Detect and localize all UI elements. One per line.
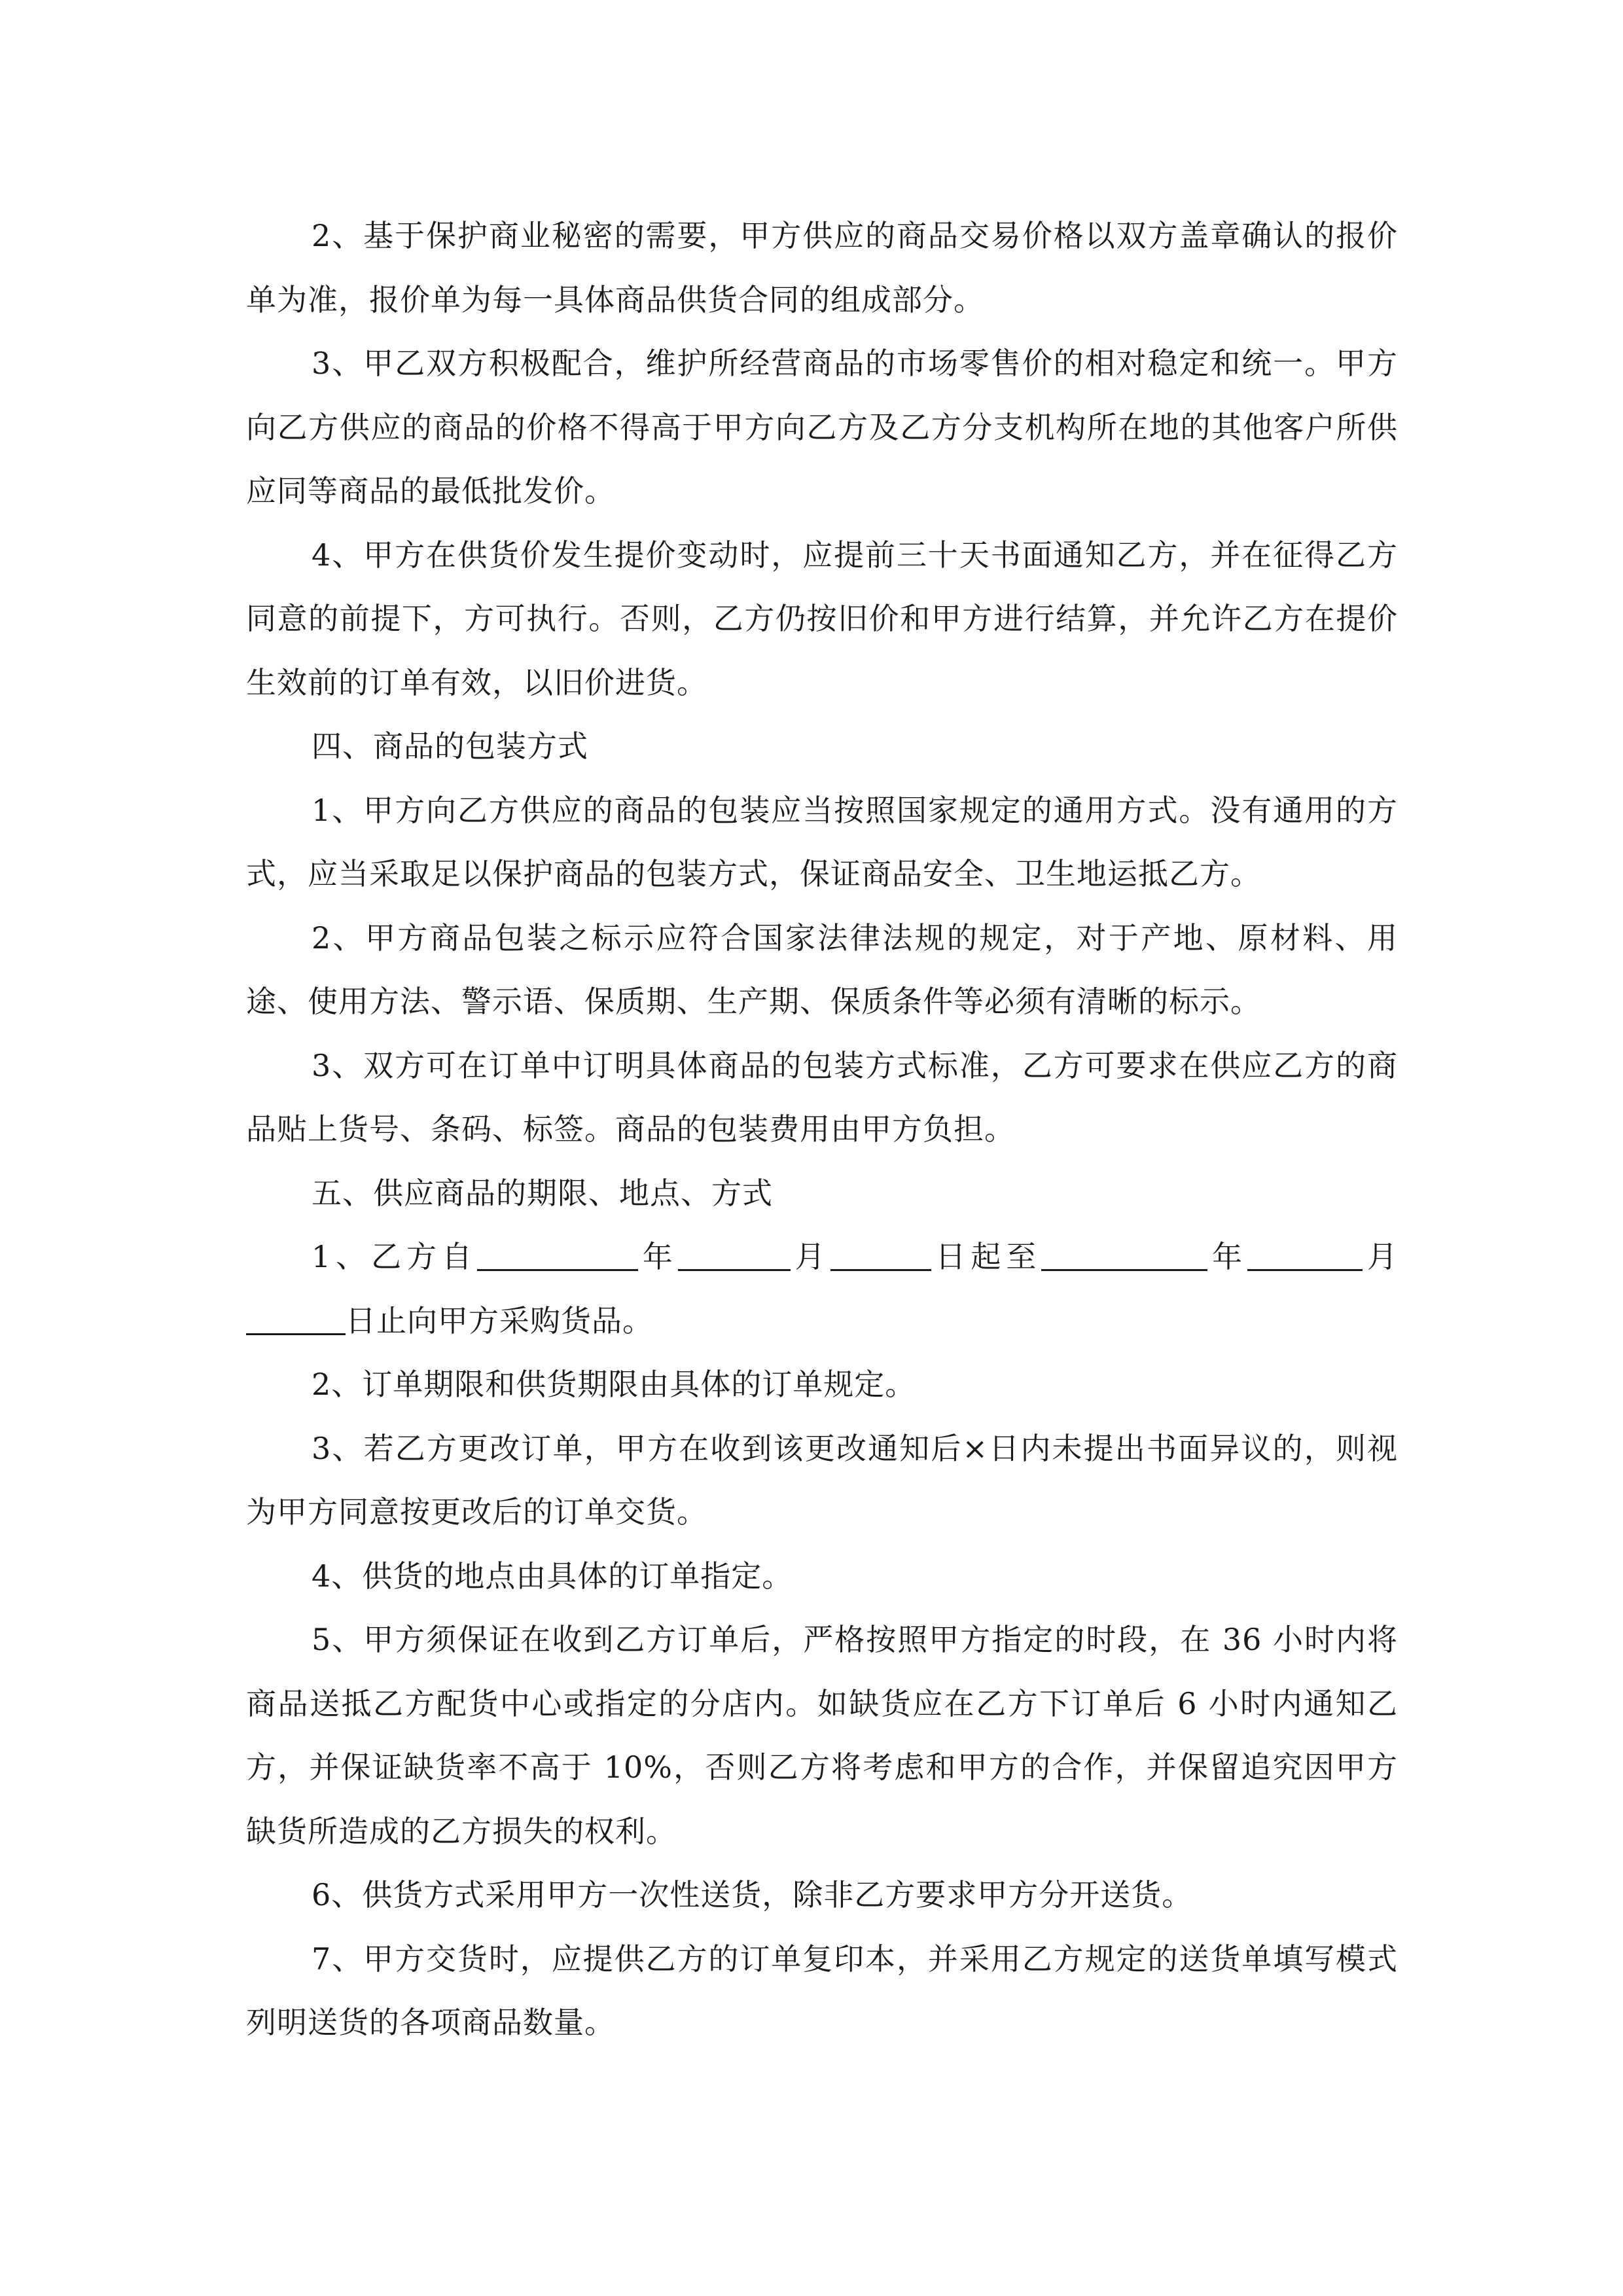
clause-order-change: 3、若乙方更改订单，甲方在收到该更改通知后×日内未提出书面异议的，则视为甲方同意按更改后的订单交货。 <box>246 1430 1398 1530</box>
blank-start-year[interactable] <box>477 1240 638 1271</box>
clause-packaging-cost: 3、双方可在订单中订明具体商品的包装方式标准，乙方可要求在供应乙方的商品贴上货号、条码、标签。商品的包装费用由甲方负担。 <box>246 1047 1398 1147</box>
blank-start-month[interactable] <box>678 1240 791 1271</box>
clause-packaging-labels: 2、甲方商品包装之标示应符合国家法律法规的规定，对于产地、原材料、用途、使用方法、警示语、保质期、生产期、保质条件等必须有清晰的标示。 <box>246 920 1398 1019</box>
clause-packaging-standard: 1、甲方向乙方供应的商品的包装应当按照国家规定的通用方式。没有通用的方式，应当采取足以保护商品的包装方式，保证商品安全、卫生地运抵乙方。 <box>246 792 1398 891</box>
blank-end-month[interactable] <box>1247 1240 1363 1271</box>
clause-price-increase: 4、甲方在供货价发生提价变动时，应提前三十天书面通知乙方，并在征得乙方同意的前提下，方可执行。否则，乙方仍按旧价和甲方进行结算，并允许乙方在提价生效前的订单有效，以旧价进货。 <box>246 537 1398 700</box>
period-month-1: 月 <box>790 1239 830 1274</box>
clause-delivery-documents: 7、甲方交货时，应提供乙方的订单复印本，并采用乙方规定的送货单填写模式列明送货的各项商品数量。 <box>246 1941 1398 2040</box>
blank-end-day[interactable] <box>246 1304 346 1335</box>
blank-end-year[interactable] <box>1041 1240 1207 1271</box>
clause-order-period: 2、订单期限和供货期限由具体的订单规定。 <box>312 1367 916 1402</box>
clause-purchase-period <box>246 1225 1398 1353</box>
clause-price-confidentiality: 2、基于保护商业秘密的需要，甲方供应的商品交易价格以双方盖章确认的报价单为准，报价单为每一具体商品供货合同的组成部分。 <box>246 218 1398 317</box>
period-prefix: 1、乙方自 <box>312 1239 477 1274</box>
clause-retail-price: 3、甲乙双方积极配合，维护所经营商品的市场零售价的相对稳定和统一。甲方向乙方供应的商品的价格不得高于甲方向乙方及乙方分支机构所在地的其他客户所供应同等商品的最低批发价。 <box>246 346 1398 509</box>
section-heading-packaging: 四、商品的包装方式 <box>312 728 588 764</box>
blank-start-day[interactable] <box>830 1240 931 1271</box>
clause-delivery-time: 5、甲方须保证在收到乙方订单后，严格按照甲方指定的时段，在 36 小时内将商品送抵乙方配货中心或指定的分店内。如缺货应在乙方下订单后 6 小时内通知乙方，并保证缺货率不高于 10%，否则乙方将考虑和甲方的合作，并保留追究因甲方缺货所造成的乙方损失的权利。 <box>246 1622 1398 1849</box>
section-heading-supply-terms: 五、供应商品的期限、地点、方式 <box>312 1175 773 1211</box>
clause-delivery-method: 6、供货方式采用甲方一次性送货，除非乙方要求甲方分开送货。 <box>312 1877 1193 1912</box>
clause-delivery-location: 4、供货的地点由具体的订单指定。 <box>312 1558 793 1594</box>
period-month-2: 月 <box>1363 1239 1399 1274</box>
contract-body <box>246 204 1398 2055</box>
period-day-start-to: 日起至 <box>931 1239 1042 1274</box>
period-year-1: 年 <box>637 1239 678 1274</box>
period-year-2: 年 <box>1207 1239 1248 1274</box>
period-suffix: 日止向甲方采购货品。 <box>346 1302 653 1338</box>
